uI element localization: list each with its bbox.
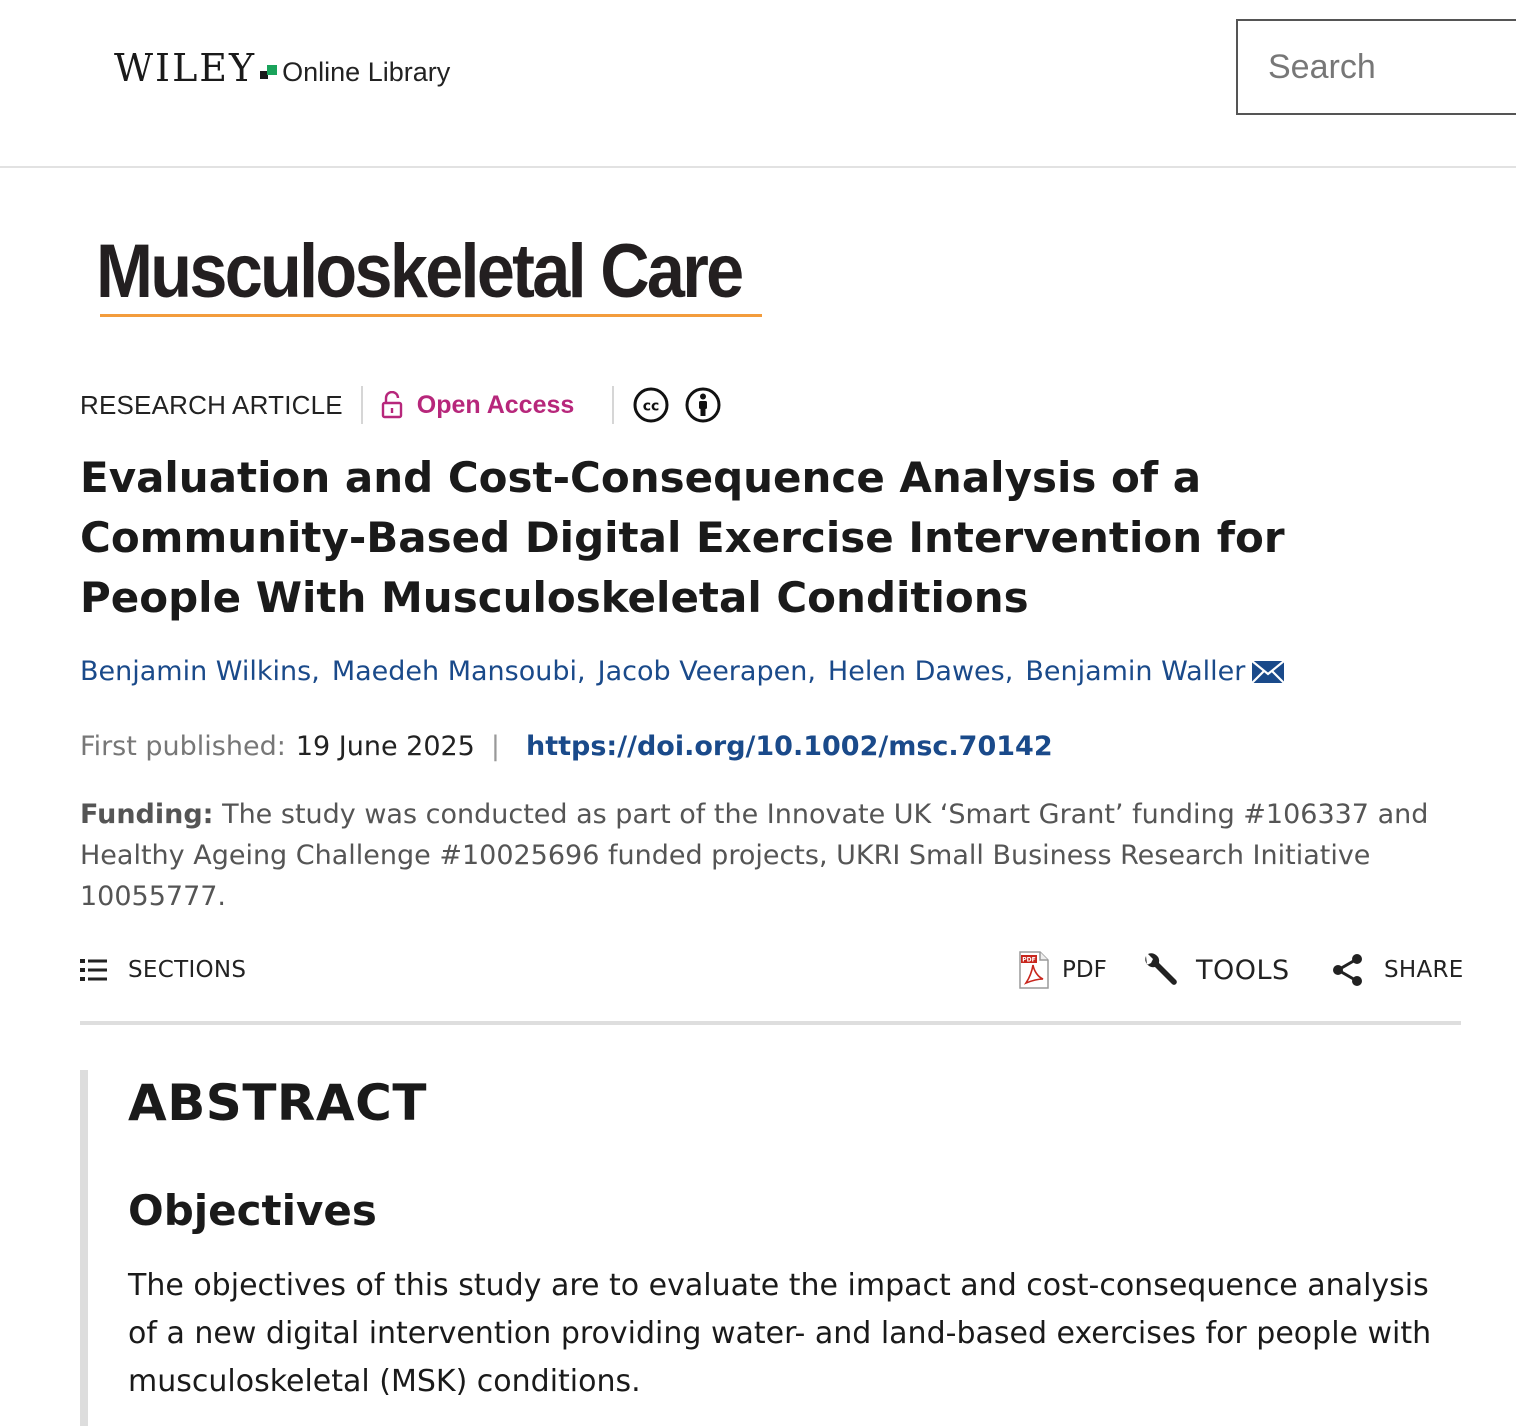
funding-text: The study was conducted as part of the Innovate UK ‘Smart Grant’ funding #106337 and Healthy Ageing Challenge #10025696 funded projects, UKRI Small Business Research Initiative 10055777. xyxy=(80,799,1429,912)
sections-label: SECTIONS xyxy=(128,957,247,983)
svg-text:cc: cc xyxy=(642,398,660,415)
article-title: Evaluation and Cost-Consequence Analysis of a Community-Based Digital Exercise Intervention for People With Musculoskeletal Conditions xyxy=(80,453,1285,622)
share-icon xyxy=(1332,953,1364,987)
first-published-date: 19 June 2025 xyxy=(295,730,475,762)
author-link[interactable]: Jacob Veerapen xyxy=(597,656,808,687)
share-label: SHARE xyxy=(1384,957,1464,983)
abstract-heading: ABSTRACT xyxy=(128,1074,427,1132)
tools-button[interactable] xyxy=(1140,940,1290,1000)
envelope-icon[interactable] xyxy=(1251,660,1285,684)
brand-online-library-text: Online Library xyxy=(282,57,451,87)
author-link[interactable]: Benjamin Waller xyxy=(1025,656,1246,687)
abstract-section xyxy=(80,1070,1480,1426)
divider xyxy=(612,386,614,424)
objectives-heading: Objectives xyxy=(128,1186,377,1235)
wiley-online-library-logo[interactable] xyxy=(114,46,450,90)
share-button[interactable] xyxy=(1332,940,1464,1000)
author-link[interactable]: Maedeh Mansoubi xyxy=(331,656,578,687)
objectives-text: The objectives of this study are to evaluate the impact and cost-consequence analysis of a new digital intervention providing water- and land-based exercises for people with musculoskeletal (MSK) conditions. xyxy=(128,1268,1432,1399)
sections-button[interactable] xyxy=(80,940,246,1000)
attribution-icon[interactable] xyxy=(684,386,722,424)
first-published-label: First published: xyxy=(80,730,286,762)
wiley-mark-icon xyxy=(260,63,278,81)
site-header xyxy=(0,0,1516,168)
search-box xyxy=(1236,19,1516,115)
search-input[interactable] xyxy=(1268,45,1508,89)
pdf-button[interactable] xyxy=(1018,940,1107,1000)
article-type-label: RESEARCH ARTICLE xyxy=(80,389,343,420)
pipe-separator: | xyxy=(490,730,500,762)
funding-statement xyxy=(80,794,1470,917)
open-access-label[interactable]: Open Access xyxy=(416,390,575,419)
author-link[interactable]: Helen Dawes xyxy=(827,656,1005,687)
journal-title: Musculoskeletal Care xyxy=(96,229,742,314)
wrench-icon xyxy=(1140,950,1180,990)
article-meta-line xyxy=(80,380,780,430)
journal-logo[interactable] xyxy=(96,228,764,324)
pdf-file-icon xyxy=(1018,951,1050,989)
publication-info xyxy=(80,726,1053,766)
divider xyxy=(361,386,363,424)
author-list: Benjamin Wilkins , Maedeh Mansoubi , Jacob Veerapen , Helen Dawes , Benjamin Waller xyxy=(80,656,1380,687)
svg-text:PDF: PDF xyxy=(1022,956,1036,964)
brand-wiley-text: WILEY xyxy=(114,46,257,90)
open-lock-icon xyxy=(381,391,403,419)
list-icon xyxy=(80,958,108,982)
cc-icon[interactable] xyxy=(632,386,670,424)
article-toolbar xyxy=(80,940,1464,1000)
author-link[interactable]: Benjamin Wilkins xyxy=(80,656,312,687)
doi-link[interactable]: https://doi.org/10.1002/msc.70142 xyxy=(525,730,1053,762)
journal-logo-underline xyxy=(100,314,762,317)
tools-label: TOOLS xyxy=(1196,954,1290,986)
pdf-label: PDF xyxy=(1062,957,1107,983)
toolbar-divider xyxy=(80,1021,1461,1025)
funding-label: Funding: xyxy=(80,799,214,830)
